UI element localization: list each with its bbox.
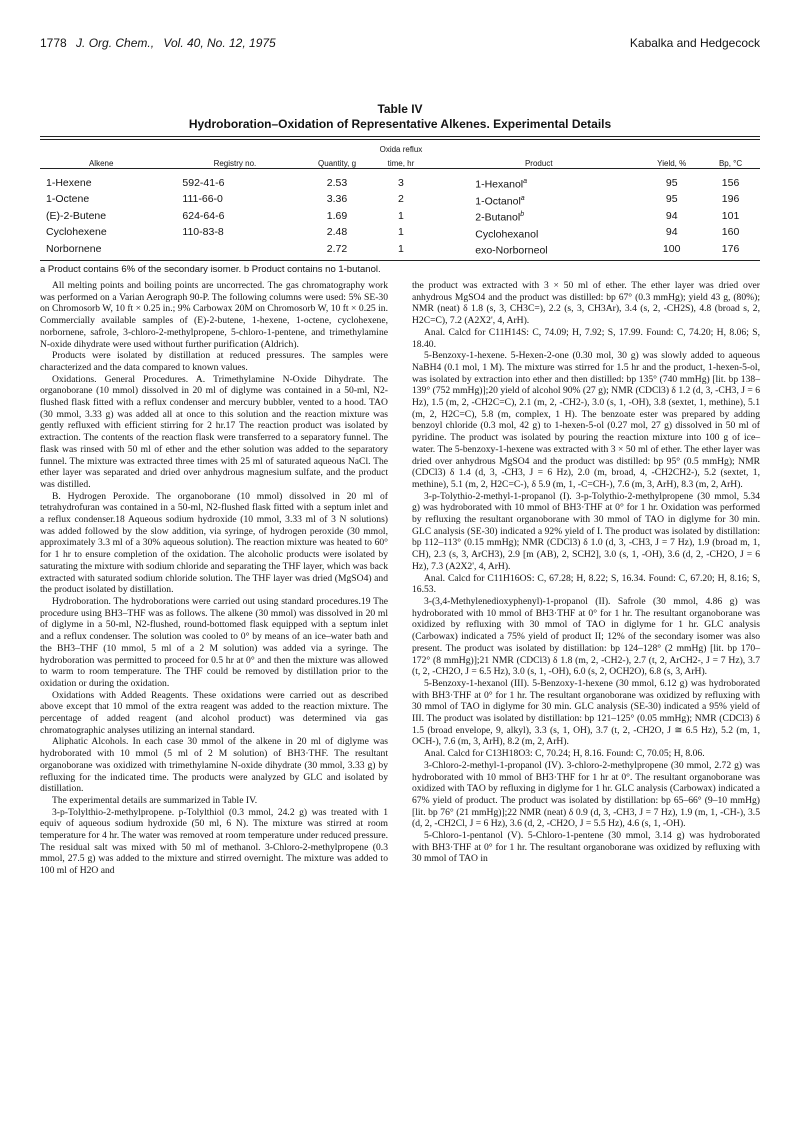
journal-volume: Vol. 40, No. 12, 1975 bbox=[163, 36, 276, 50]
paragraph: Anal. Calcd for C13H18O3: C, 70.24; H, 8.16. Found: C, 70.05; H, 8.06. bbox=[424, 748, 705, 760]
cell-product: Cyclohexanol bbox=[475, 228, 539, 240]
cell-time: 1 bbox=[398, 242, 404, 255]
paragraph: 3-p-Tolythio-2-methyl-1-propanol (I). 3-p-Tolythio-2-methylpropene (30 mmol, 5.34 g) was hydroborated with 10 mmol of BH3·THF at 0° for 1 hr. Oxidation was performed by refluxing the resultant organoborane with 30 mmol of TAO in diglyme for 30 min. GLC analysis (SE-30) indicated a 92% yield of I. The product was isolated by distillation: bp 112–113° (0.15 mmHg); NMR (CDCl3) δ 1.0 (d, 3, -CH3, J = 7 Hz), 1.9 (broad m, 1, CH), 2.3 (s, 3, ArCH3), 2.9 [m (AB), 2, SCH2], 3.0 (s, 1, -OH), 3.6 (d, 2, -CH2O, J = 6 Hz), 7.3 (A2X2', 4, ArH). bbox=[412, 490, 760, 572]
page-number: 1778 bbox=[40, 36, 67, 50]
cell-registry: 592-41-6 bbox=[182, 176, 225, 189]
paragraph: 3-(3,4-Methylenedioxyphenyl)-1-propanol (II). Safrole (30 mmol, 4.86 g) was hydroborated with 10 mmol of BH3·THF at 0° for 1 hr. The resultant organoborane was oxidized by refluxing with 30 mmol of TAO in diglyme for 1 hr. GLC analysis (Carbowax) indicated a 75% yield of product II; 12% of the secondary isomer was also present. The product was isolated by distillation: bp 124–128° (2 mmHg) [lit. bp 170–172° (8 mmHg)];21 NMR (CDCl3) δ 1.8 (m, 2, -CH2-), 2.7 (t, 2, ArCH2-, J = 7 Hz), 3.7 (t, 2, -CH2O, J = 6.5 Hz), 3.0 (s, 1, -OH), 6.0 (s, 2, OCH2O), 6.8 (s, 3, ArH). bbox=[412, 595, 760, 678]
cell-time: 1 bbox=[398, 209, 404, 222]
cell-yield: 100 bbox=[662, 242, 681, 255]
cell-product: exo-Norborneol bbox=[475, 244, 548, 257]
paragraph: 3-p-Tolylthio-2-methylpropene. p-Tolylthiol (0.3 mmol, 24.2 g) was treated with 1 equiv of aqueous sodium hydroxide (50 ml, 6 N). The mixture was stirred at room temperature for 4 hr. The water was removed at room temperature under reduced pressure. The residual salt was mixed with 50 ml of methanol. 3-Chloro-2-methylpropene (0.3 mmol, 27.5 g) was added to the mixture and stirred overnight. The mixture was added to 100 ml of H2O and bbox=[40, 806, 388, 877]
left-column bbox=[40, 280, 388, 877]
col-header: time, hr bbox=[387, 159, 415, 168]
cell-alkene: Cyclohexene bbox=[46, 226, 107, 239]
paragraph: 5-Chloro-1-pentanol (V). 5-Chloro-1-pentene (30 mmol, 3.14 g) was hydroborated with BH3·THF at 0° for 1 hr. The resultant organoborane was oxidized by refluxing with 30 mmol of TAO in bbox=[412, 830, 760, 865]
paragraph: Hydroboration. The hydroborations were carried out using standard procedures.19 The procedure using BH3–THF was as follows. The alkene (30 mmol) was dissolved in 20 ml of diglyme in a 50-ml, N2-flushed, round-bottomed flask equipped with a septum inlet and a reflux condenser. The solution was cooled to 0° by means of an ice–water bath and the BH3–THF (10 mmol, 5 ml of a 2 M solution) was added via a syringe. The hydroboration was permitted to proceed for 0.5 hr at 0° and then the mixture was allowed to warm to room temperature. The THF could be removed by distillation prior to the oxidation or during the oxidation. bbox=[40, 595, 388, 689]
cell-quantity: 3.36 bbox=[326, 193, 348, 206]
cell-bp: 160 bbox=[721, 226, 740, 239]
cell-time: 3 bbox=[398, 176, 404, 189]
cell-registry bbox=[162, 241, 307, 258]
col-header: Registry no. bbox=[213, 159, 257, 168]
paragraph: 3-Chloro-2-methyl-1-propanol (IV). 3-chloro-2-methylpropene (30 mmol, 2.72 g) was hydroborated with 10 mmol of BH3·THF for 1 hr at 0°. The resultant organoborane was oxidized with TAO by refluxing in diglyme for 1 hr. GLC analysis (Carbowax) indicated a 67% yield of product. The product was isolated by distillation: bp 65–66° (9–10 mmHg) [lit. bp 76° (21 mmHg)];22 NMR (neat) δ 0.9 (d, 3, -CH3, J = 7 Hz), 1.9 (m, 1, -CH-), 3.5 (d, 2, -CH2Cl, J = 6 Hz), 3.6 (d, 2, -CH2O, J = 5.5 Hz), 4.6 (s, 1, -OH). bbox=[412, 759, 760, 830]
paragraph: All melting points and boiling points are uncorrected. The gas chromatography work was performed on a Varian Aerograph 90-P. The following columns were used: 5% SE-30 on Chromosorb W, 10 ft × 0.25 in.; 9% Carbowax 20M on Chromosorb W, 10 ft × 0.25 in. Commercially available samples of (E)-2-butene, 1-hexene, 1-octene, cyclohexene, norbornene, safrole, 3-chloro-2-methylpropene, 5-chloro-1-pentene, and trimethylamine N-oxide dihydrate were used without further purification (Aldrich). bbox=[40, 280, 388, 350]
cell-quantity: 1.69 bbox=[326, 209, 348, 222]
cell-bp: 176 bbox=[721, 242, 740, 255]
col-header: Alkene bbox=[88, 159, 114, 168]
paragraph: B. Hydrogen Peroxide. The organoborane (10 mmol) dissolved in 20 ml of tetrahydrofuran was contained in a 50-ml, N2-flushed flask fitted with a septum inlet and a reflux condenser.18 Aqueous sodium hydroxide (10 mmol, 3.33 ml of 3 N solutions) was added followed by the slow addition, via syringe, of hydrogen peroxide (30 mmol, approximately 3.3 ml of a 30% aqueous solution). The reaction mixture was heated to 60° for 1 hr to ensure completion of the oxidation. The alcoholic products were isolated by saturating the mixture with sodium chloride and separating the THF layer, which was back extracted with saturated sodium chloride solution. The THF layer was dried (MgSO4) and the product isolated by distillation. bbox=[40, 490, 388, 596]
table-bottom-rule bbox=[40, 260, 760, 261]
cell-quantity: 2.53 bbox=[326, 176, 348, 189]
paragraph: Oxidations. General Procedures. A. Trimethylamine N-Oxide Dihydrate. The organoborane (10 mmol) dissolved in 20 ml of diglyme was contained in a 50-ml, N2-flushed flask fitted with a reflux condenser and mercury bubbler, vented to a hood. TAO (30 mmol, 3.33 g) was added all at once to this solution and the reaction mixture was gently refluxed with efficient stirring for 2 hr.17 The reaction product was isolated by extraction. The contents of the reaction flask were transferred to a separatory funnel. The flask was rinsed with 50 ml of ether and the ether solution was added to the separatory funnel. The mixture was extracted three times with 25 ml of saturated aqueous NaCl. The ether layer was separated and dried over anhydrous magnesium sulfate, and the product was distilled. bbox=[40, 373, 388, 490]
running-head bbox=[40, 36, 760, 54]
paragraph: Anal. Calcd for C11H16OS: C, 67.28; H, 8.22; S, 16.34. Found: C, 67.20; H, 8.16; S, 16.53. bbox=[412, 572, 760, 596]
table-row bbox=[40, 192, 760, 209]
cell-registry: 624-64-6 bbox=[182, 209, 225, 222]
cell-registry: 111-66-0 bbox=[182, 193, 223, 206]
cell-bp: 101 bbox=[721, 209, 740, 222]
journal-name: J. Org. Chem., bbox=[76, 36, 155, 50]
cell-bp: 156 bbox=[721, 176, 740, 189]
cell-bp: 196 bbox=[721, 193, 740, 206]
paragraph: Anal. Calcd for C11H14S: C, 74.09; H, 7.92; S, 17.99. Found: C, 74.20; H, 8.06; S, 18.40. bbox=[412, 326, 760, 350]
table-row bbox=[40, 208, 760, 225]
cell-yield: 95 bbox=[665, 176, 678, 189]
table-title: Hydroboration–Oxidation of Representative Alkenes. Experimental Details bbox=[188, 117, 612, 131]
right-column bbox=[412, 280, 760, 865]
cell-product: 1-Octanol$^a$ bbox=[475, 194, 525, 207]
cell-time: 1 bbox=[398, 226, 404, 239]
table-footnote: a Product contains 6% of the secondary isomer. b Product contains no 1-butanol. bbox=[40, 263, 381, 275]
cell-time: 2 bbox=[398, 193, 404, 206]
cell-alkene: 1-Hexene bbox=[46, 176, 92, 189]
cell-alkene: Norbornene bbox=[46, 242, 102, 255]
cell-alkene: 1-Octene bbox=[46, 193, 90, 206]
cell-product: 1-Hexanol$^a$ bbox=[475, 178, 528, 191]
table-label: Table IV bbox=[377, 102, 423, 116]
table-row bbox=[40, 225, 760, 242]
cell-registry: 110-83-8 bbox=[182, 226, 224, 239]
cell-yield: 95 bbox=[665, 193, 678, 206]
col-header: Yield, % bbox=[657, 159, 687, 168]
paragraph: Oxidations with Added Reagents. These oxidations were carried out as described above except that 10 mmol of the extra reagent was added to the reaction mixture. The percentage of added reagent (and alcohol product) was determined via gas chromatographic analyses utilizing an internal standard. bbox=[40, 689, 388, 736]
paragraph: 5-Benzoxy-1-hexanol (III). 5-Benzoxy-1-hexene (30 mmol, 6.12 g) was hydroborated with BH3·THF at 0° for 1 hr. The resultant organoborane was oxidized by refluxing with 30 mmol of TAO in diglyme for 30 min. GLC analysis (SE-30) indicated a 95% yield of III. The product was isolated by distillation: bp 121–125° (0.05 mmHg); NMR (CDCl3) δ 1.5 (broad envelope, 9, alkyl), 3.3 (s, 1, OH), 3.7 (t, 2, -CH2O, J ≅ 6.5 Hz), 5.2 (m, 1, OCH-), 7.6 (m, 3, ArH), 8.2 (m, 2, ArH). bbox=[412, 677, 760, 748]
paragraph: Products were isolated by distillation at reduced pressures. The samples were characterized and the data compared to known values. bbox=[40, 350, 388, 373]
col-header: Quantity, g bbox=[317, 159, 357, 168]
cell-yield: 94 bbox=[665, 226, 678, 239]
col-header: Bp, °C bbox=[718, 159, 743, 168]
table-iv bbox=[40, 102, 760, 275]
running-head-authors: Kabalka and Hedgecock bbox=[629, 36, 760, 50]
col-header: Product bbox=[524, 159, 553, 168]
paragraph: the product was extracted with 3 × 50 ml of ether. The ether layer was dried over anhydrous MgSO4 and the product was distilled: bp 67° (0.3 mmHg); yield 43 g, (80%); NMR (neat) δ 1.8 (s, 3, CH3C=), 2.2 (s, 3, CH3Ar), 3.4 (s, 2, -CH2S), 4.8 (broad s, 2, H2C=C), 7.2 (A2X2', 4, ArH). bbox=[412, 280, 760, 327]
cell-product: 2-Butanol$^b$ bbox=[475, 211, 525, 224]
data-table bbox=[40, 140, 760, 258]
table-row bbox=[40, 175, 760, 192]
paragraph: The experimental details are summarized in Table IV. bbox=[52, 794, 258, 806]
table-header-row bbox=[40, 154, 760, 169]
group-header: Oxida reflux bbox=[379, 145, 423, 154]
paragraph: Aliphatic Alcohols. In each case 30 mmol of the alkene in 20 ml of diglyme was hydroborated with 10 mmol (5 ml of 2 M solution) of BH3·THF. The resultant organoborane was oxidized with trimethylamine N-oxide dihydrate (30 mmol, 3.33 g) by refluxing for the indicated time. The products were analyzed by GLC and isolated by distillation. bbox=[40, 736, 388, 795]
table-group-header-row bbox=[40, 140, 760, 154]
cell-alkene: (E)-2-Butene bbox=[46, 209, 107, 222]
table-row bbox=[40, 241, 760, 258]
cell-quantity: 2.48 bbox=[326, 226, 348, 239]
cell-quantity: 2.72 bbox=[326, 242, 348, 255]
cell-yield: 94 bbox=[665, 209, 678, 222]
paragraph: 5-Benzoxy-1-hexene. 5-Hexen-2-one (0.30 mol, 30 g) was slowly added to aqueous NaBH4 (0.1 mol, 1 M). The mixture was stirred for 1.5 hr and the product, 1-hexen-5-ol, was isolated by extraction into ether and then distilled: bp 135° (740 mmHg) [lit. bp 138–139° (752 mmHg)];20 yield of alcohol 90% (27 g); NMR (CDCl3) δ 1.2 (d, 3, -CH3, J = 6 Hz), 1.5 (m, 2, -CH2C=C), 2.1 (m, 2, -CH2-), 3.0 (s, 1, -OH), 3.8 (sextet, 1, methine), 5.1 (m, 2, H2C=C), 5.8 (m, complex, 1 H). The benzoate ester was prepared by adding benzoyl chloride (0.3 mol, 42 g) to 1-hexen-5-ol (0.27 mol, 27 g) dissolved in 50 ml of pyridine. The product was isolated by pouring the reaction mixture into 100 g of ice–water. The 5-benzoxy-1-hexene was extracted with 3 × 50 ml of ether. The ether layer was dried over anhydrous MgSO4 and the product was distilled: bp 95° (0.5 mmHg); NMR (CDCl3) δ 1.4 (d, 3, -CH3, J = 6 Hz), 2.0 (m, broad, 4, -CH2CH2-), 5.2 (sextet, 1, methine), 5.1 (m, 2, H2C=C-), δ 5.9 (m, 1, -C=CH-), 7.6 (m, 3, ArH), 8.3 (m, 2, ArH). bbox=[412, 350, 760, 490]
